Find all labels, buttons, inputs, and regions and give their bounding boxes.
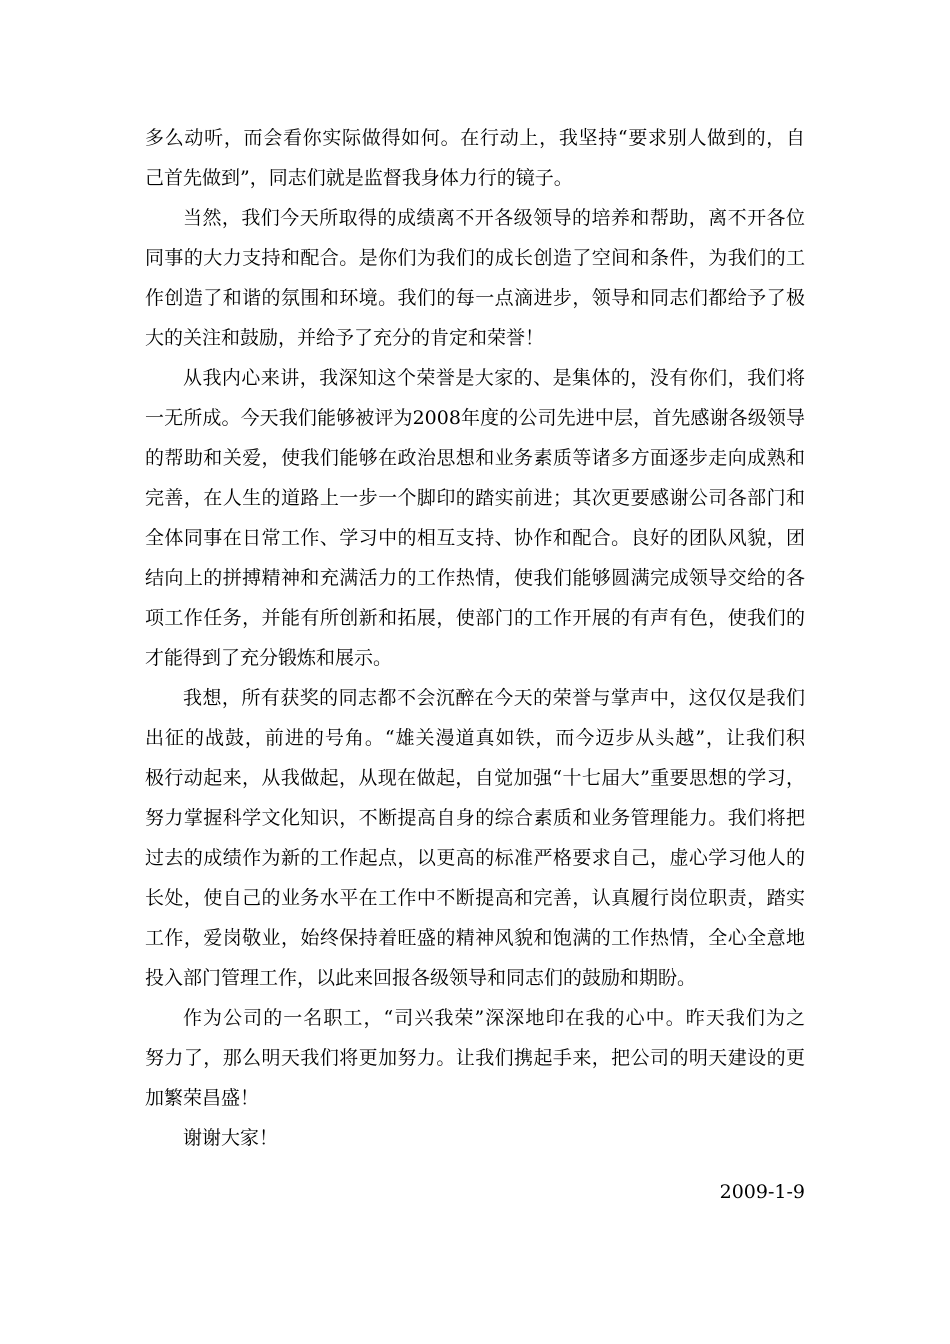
paragraph-first-line: 我想，所有获奖的同志都不会沉醉在今天的荣誉与掌声中，这仅仅是我们 [183,687,805,709]
closing-thanks: 谢谢大家！ [183,1127,279,1149]
paragraph-first-line: 作为公司的一名职工，“司兴我荣”深深地印在我的心中。昨天我们为之 [183,1007,805,1029]
text-line: 努力了，那么明天我们将更加努力。让我们携起手来，把公司的明天建设的更 [145,1047,805,1069]
paragraph-first-line: 当然，我们今天所取得的成绩离不开各级领导的培养和帮助，离不开各位 [183,207,805,229]
text-line: 努力掌握科学文化知识，不断提高自身的综合素质和业务管理能力。我们将把 [145,807,805,829]
text-line: 投入部门管理工作，以此来回报各级领导和同志们的鼓励和期盼。 [145,967,697,989]
text-line: 过去的成绩作为新的工作起点，以更高的标准严格要求自己，虚心学习他人的 [145,847,805,869]
text-line: 同事的大力支持和配合。是你们为我们的成长创造了空间和条件，为我们的工 [145,247,805,269]
text-line: 加繁荣昌盛！ [145,1087,260,1109]
text-line: 结向上的拼搏精神和充满活力的工作热情，使我们能够圆满完成领导交给的各 [145,567,805,589]
text-line: 长处，使自己的业务水平在工作中不断提高和完善，认真履行岗位职责，踏实 [145,887,805,909]
text-line: 极行动起来，从我做起，从现在做起，自觉加强“十七届大”重要思想的学习， [145,767,805,789]
paragraph-first-line: 从我内心来讲，我深知这个荣誉是大家的、是集体的，没有你们，我们将 [183,367,805,389]
text-line: 完善，在人生的道路上一步一个脚印的踏实前进；其次更要感谢公司各部门和 [145,487,805,509]
text-line: 多么动听，而会看你实际做得如何。在行动上，我坚持“要求别人做到的，自 [145,127,805,149]
text-line: 己首先做到”，同志们就是监督我身体力行的镜子。 [145,167,573,189]
text-line: 大的关注和鼓励，并给予了充分的肯定和荣誉！ [145,327,545,349]
text-line: 才能得到了充分锻炼和展示。 [145,647,393,669]
text-line: 一无所成。今天我们能够被评为2008年度的公司先进中层，首先感谢各级领导 [145,407,805,429]
text-line: 作创造了和谐的氛围和环境。我们的每一点滴进步，领导和同志们都给予了极 [145,287,805,309]
document-date: 2009-1-9 [719,1181,805,1203]
text-line: 的帮助和关爱，使我们能够在政治思想和业务素质等诸多方面逐步走向成熟和 [145,447,805,469]
text-line: 项工作任务，并能有所创新和拓展，使部门的工作开展的有声有色，使我们的 [145,607,805,629]
speech-body [145,118,805,1158]
text-line: 出征的战鼓，前进的号角。“雄关漫道真如铁，而今迈步从头越”，让我们积 [145,727,805,749]
text-line: 工作，爱岗敬业，始终保持着旺盛的精神风貌和饱满的工作热情，全心全意地 [145,927,805,949]
text-line: 全体同事在日常工作、学习中的相互支持、协作和配合。良好的团队风貌，团 [145,527,805,549]
